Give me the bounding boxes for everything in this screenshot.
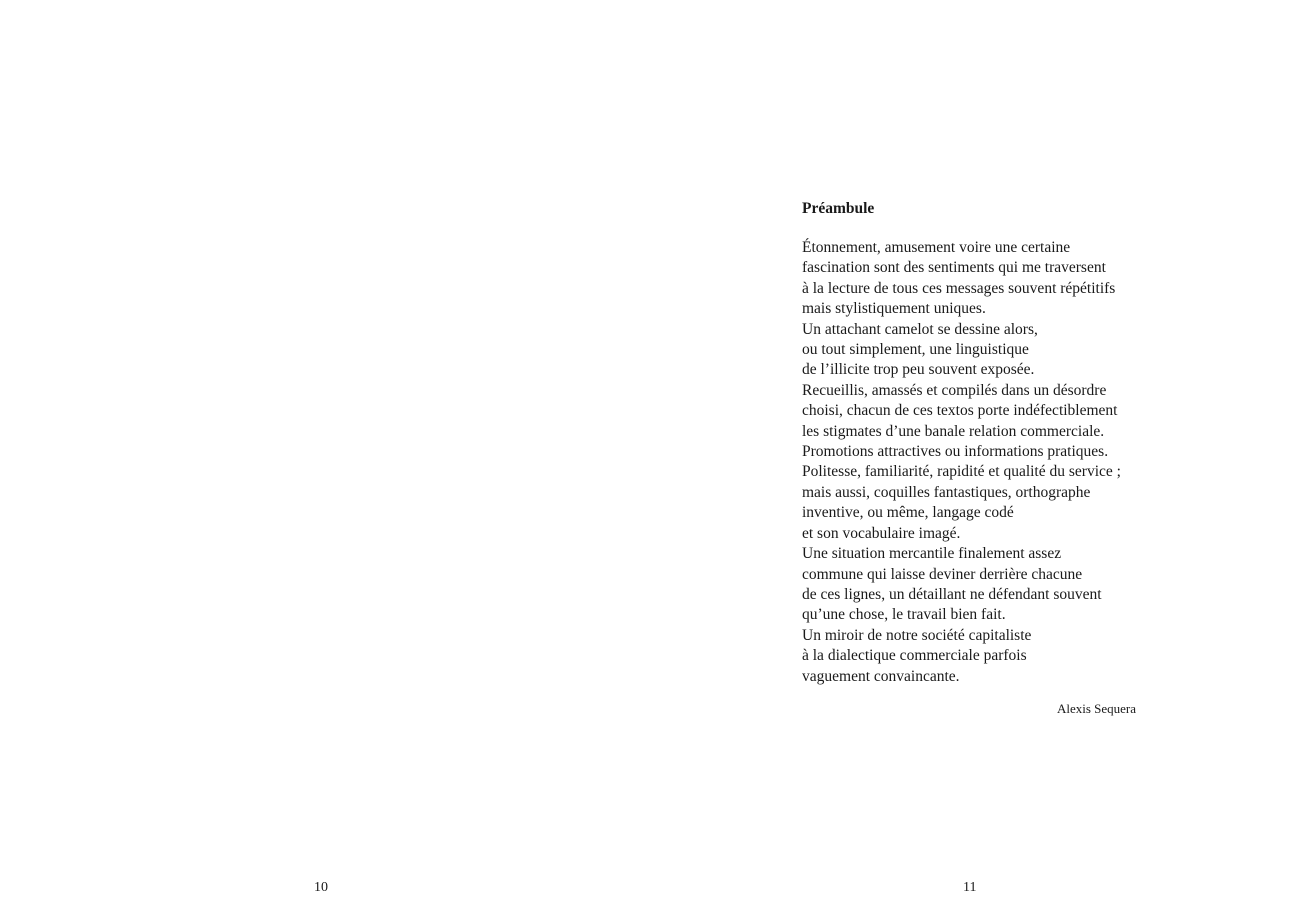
text-line: Étonnement, amusement voire une certaine [802,239,1071,256]
text-line: Un miroir de notre société capitaliste [802,626,1032,644]
text-line: Politesse, familiarité, rapidité et qualité du service ; [802,463,1121,481]
right-page [645,0,1290,913]
text-line: commune qui laisse deviner derrière chacune [802,565,1083,583]
text-line: et son vocabulaire imagé. [802,524,961,542]
text-line: à la dialectique commerciale parfois [802,647,1027,665]
text-line: choisi, chacun de ces textos porte indéfectiblement [802,402,1118,420]
text-line: mais aussi, coquilles fantastiques, orthographe [802,483,1091,501]
text-line: inventive, ou même, langage codé [802,504,1014,522]
text-line: de ces lignes, un détaillant ne défendant souvent [802,585,1102,603]
author-signature: Alexis Sequera [1056,701,1136,716]
preamble-heading: Préambule [802,200,875,217]
page-number-right: 11 [963,880,977,895]
text-line: les stigmates d’une banale relation commerciale. [802,422,1105,440]
text-line: Promotions attractives ou informations pratiques. [802,443,1109,461]
text-line: Une situation mercantile finalement assez [802,545,1062,563]
text-line: qu’une chose, le travail bien fait. [802,606,1006,624]
preamble-text-block [802,199,1142,687]
text-line: Un attachant camelot se dessine alors, [802,320,1038,338]
text-line: de l’illicite trop peu souvent exposée. [802,361,1035,379]
text-line: vaguement convaincante. [802,667,960,685]
text-line: à la lecture de tous ces messages souvent répétitifs [802,279,1116,297]
page-number-left: 10 [314,880,328,895]
text-line: ou tout simplement, une linguistique [802,341,1029,359]
text-line: mais stylistiquement uniques. [802,300,986,318]
text-line: fascination sont des sentiments qui me traversent [802,259,1106,277]
preamble-body [802,238,1142,687]
text-line: Recueillis, amassés et compilés dans un désordre [802,381,1107,399]
